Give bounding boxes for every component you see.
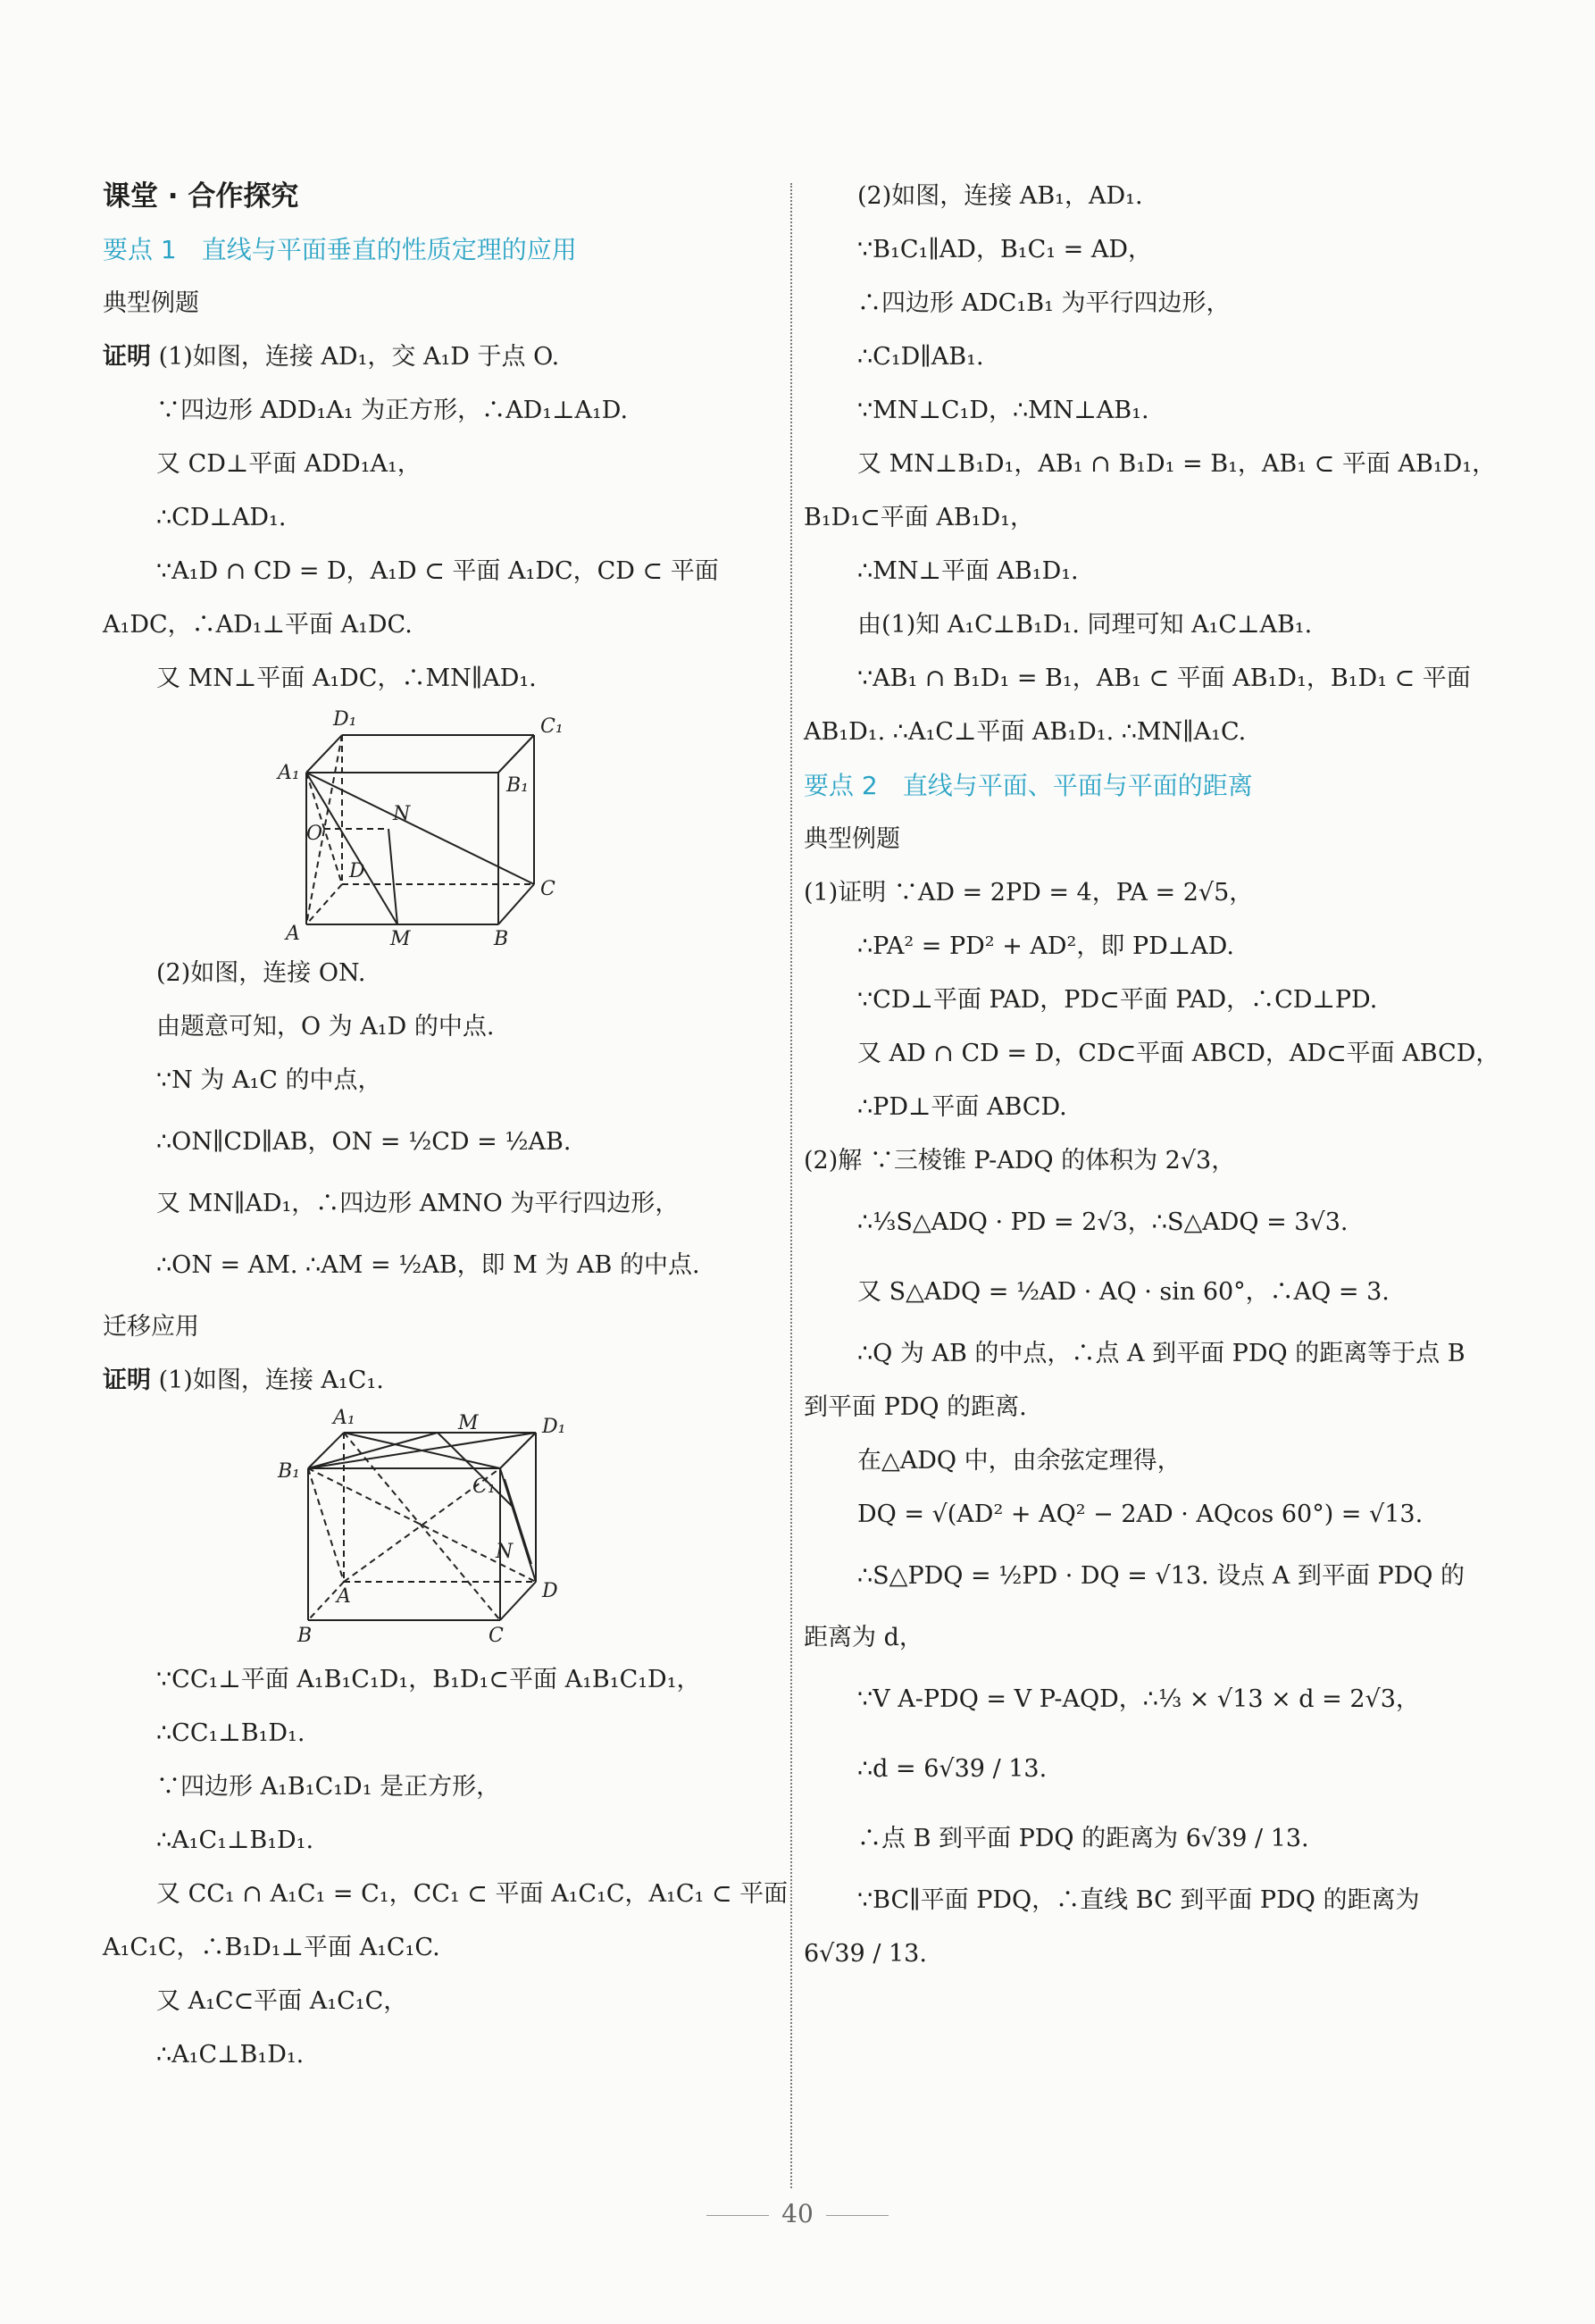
left-b-line-6 [103, 1231, 781, 1300]
cube-diagram-2 [103, 1408, 781, 1653]
right-a-line-8 [804, 545, 1482, 598]
proof-label-2: 证明 [103, 1367, 151, 1394]
left-c-line-7 [103, 1975, 781, 2028]
right-a-line-7 [804, 491, 1482, 545]
right-b-line-18 [804, 1874, 1482, 1927]
left-c-line-text: 又 A₁C⊂平面 A₁C₁C， [156, 1987, 408, 2015]
left-b-line-5 [103, 1177, 781, 1231]
fig1-label-n: N [393, 803, 411, 825]
fig1-label-b: B [494, 928, 509, 947]
left-a-line-7 [103, 652, 781, 706]
right-b-line-text: ∴S△PDQ = ½PD · DQ = √13. 设点 A 到平面 PDQ 的 [857, 1562, 1465, 1590]
left-a-line-text: A₁DC，∴AD₁⊥平面 A₁DC. [103, 611, 413, 639]
fig1-label-a: A [286, 923, 300, 945]
key-point-1-heading: 要点 1 直线与平面垂直的性质定理的应用 [103, 235, 577, 264]
transfer-line-1 [103, 1354, 781, 1408]
left-c-line-5 [103, 1868, 789, 1921]
right-b-line-text: ∵V A-PDQ = V P-AQD，∴⅓ × √13 × d = 2√3， [857, 1685, 1420, 1713]
right-b-line-text: 距离为 d， [804, 1624, 923, 1651]
right-a-line-text: ∵AB₁ ∩ B₁D₁ = B₁，AB₁ ⊂ 平面 AB₁D₁，B₁D₁ ⊂ 平面 [857, 665, 1471, 692]
right-a-line-text: AB₁D₁. ∴A₁C⊥平面 AB₁D₁. ∴MN∥A₁C. [804, 718, 1247, 746]
right-a-line-text: ∵MN⊥C₁D，∴MN⊥AB₁. [857, 397, 1149, 424]
fig2-label-d: D [542, 1580, 558, 1602]
fig2-label-m: M [458, 1412, 479, 1434]
right-b-line-text: ∵BC∥平面 PDQ，∴直线 BC 到平面 PDQ 的距离为 [857, 1886, 1420, 1914]
left-c-line-text: ∴A₁C₁⊥B₁D₁. [156, 1827, 314, 1854]
left-proof-part2 [103, 947, 781, 1300]
right-b-line-text: ∴PA² = PD² + AD²，即 PD⊥AD. [857, 932, 1234, 960]
cube-figure-2 [103, 1408, 781, 1653]
right-a-line-10 [804, 652, 1482, 706]
fig1-label-m: M [390, 928, 411, 947]
right-b-line-text: (2)解 ∵三棱锥 P-ADQ 的体积为 2√3， [804, 1147, 1236, 1175]
right-b-line-text: ∴⅓S△ADQ · PD = 2√3，∴S△ADQ = 3√3. [857, 1208, 1349, 1236]
left-c-line-2 [103, 1707, 781, 1760]
right-a-line-9 [804, 598, 1482, 652]
right-b-line-text: ∴d = 6√39 / 13. [857, 1755, 1048, 1783]
fig2-label-b: B [297, 1625, 313, 1647]
left-a-line-4 [103, 491, 781, 545]
right-proof-part [804, 170, 1497, 759]
left-c-line-text: ∵四边形 A₁B₁C₁D₁ 是正方形， [156, 1773, 501, 1801]
right-b-line-text: ∵CD⊥平面 PAD，PD⊂平面 PAD，∴CD⊥PD. [857, 986, 1378, 1014]
column-divider [790, 183, 792, 2188]
transfer-line-1-text: (1)如图，连接 A₁C₁. [158, 1367, 384, 1394]
left-a-line-1 [103, 330, 781, 384]
right-b-line-17 [804, 1804, 1482, 1874]
proof-label: 证明 [103, 343, 151, 371]
right-b-line-text: ∴Q 为 AB 的中点，∴点 A 到平面 PDQ 的距离等于点 B [857, 1340, 1466, 1367]
right-a-line-text: ∴MN⊥平面 AB₁D₁. [857, 557, 1079, 585]
right-a-line-text: B₁D₁⊂平面 AB₁D₁， [804, 504, 1034, 531]
right-a-line-5 [804, 384, 1482, 438]
typical-example-label-2: 典型例题 [804, 825, 900, 853]
transfer-application-label: 迁移应用 [103, 1313, 199, 1341]
left-a-line-3 [103, 438, 781, 491]
typical-example-label: 典型例题 [103, 289, 199, 317]
right-b-line-text: 又 S△ADQ = ½AD · AQ · sin 60°，∴AQ = 3. [857, 1278, 1390, 1306]
key-point-2-heading: 要点 2 直线与平面、平面与平面的距离 [804, 771, 1253, 800]
right-b-line-text: ∴点 B 到平面 PDQ 的距离为 6√39 / 13. [857, 1825, 1309, 1852]
left-proof-part1 [103, 330, 781, 706]
transfer-proof-lines [103, 1653, 789, 2082]
fig2-label-d1: D₁ [542, 1416, 566, 1438]
fig2-label-c: C [489, 1625, 504, 1647]
right-b-line-14 [804, 1611, 1482, 1665]
right-a-line-4 [804, 330, 1482, 384]
right-a-line-text: 由(1)知 A₁C⊥B₁D₁. 同理可知 A₁C⊥AB₁. [857, 611, 1313, 639]
right-a-line-1 [804, 170, 1482, 223]
right-b-line-text: 又 AD ∩ CD = D，CD⊂平面 ABCD，AD⊂平面 ABCD， [857, 1040, 1500, 1067]
left-a-line-text: 又 CD⊥平面 ADD₁A₁， [156, 450, 422, 478]
fig1-label-o: O [306, 823, 323, 845]
right-b-line-19 [804, 1927, 1482, 1981]
right-b-line-text: ∴PD⊥平面 ABCD. [857, 1093, 1067, 1121]
left-b-line-text: 由题意可知，O 为 A₁D 的中点. [156, 1013, 495, 1041]
left-c-line-text: ∴A₁C⊥B₁D₁. [156, 2041, 305, 2069]
right-b-line-9 [804, 1327, 1482, 1381]
right-a-line-11 [804, 706, 1482, 759]
left-b-line-1 [103, 947, 781, 1000]
footer-rule-left [706, 2215, 769, 2216]
page-footer [0, 2199, 1595, 2228]
right-b-line-3 [804, 974, 1482, 1027]
page-number: 40 [781, 2199, 814, 2228]
left-b-line-text: ∵N 为 A₁C 的中点， [156, 1066, 382, 1094]
left-a-line-2 [103, 384, 781, 438]
left-a-line-text: (1)如图，连接 AD₁，交 A₁D 于点 O. [158, 343, 560, 371]
left-a-line-text: ∴CD⊥AD₁. [156, 504, 287, 531]
fig1-label-d1: D₁ [333, 708, 357, 731]
left-c-line-6 [103, 1921, 781, 1975]
cube-figure-1 [103, 706, 781, 947]
right-b-line-16 [804, 1735, 1482, 1804]
right-b-line-text: DQ = √(AD² + AQ² − 2AD · AQcos 60°) = √13. [857, 1501, 1424, 1528]
left-c-line-4 [103, 1814, 781, 1868]
left-a-line-text: ∵A₁D ∩ CD = D，A₁D ⊂ 平面 A₁DC，CD ⊂ 平面 [156, 557, 719, 585]
right-a-line-text: ∴C₁D∥AB₁. [857, 343, 984, 371]
fig1-label-c1: C₁ [540, 715, 564, 738]
distance-solution-lines [804, 866, 1500, 1981]
right-a-line-text: 又 MN⊥B₁D₁，AB₁ ∩ B₁D₁ = B₁，AB₁ ⊂ 平面 AB₁D₁， [857, 450, 1497, 478]
left-c-line-text: ∴CC₁⊥B₁D₁. [156, 1719, 305, 1747]
right-a-line-6 [804, 438, 1497, 491]
left-b-line-4 [103, 1108, 781, 1177]
left-b-line-3 [103, 1054, 781, 1108]
left-c-line-text: ∵CC₁⊥平面 A₁B₁C₁D₁，B₁D₁⊂平面 A₁B₁C₁D₁， [156, 1666, 701, 1693]
section-title: 课堂 · 合作探究 [103, 180, 299, 213]
left-b-line-text: (2)如图，连接 ON. [156, 959, 366, 987]
left-b-line-text: 又 MN∥AD₁，∴四边形 AMNO 为平行四边形， [156, 1190, 680, 1217]
fig2-label-b1: B₁ [278, 1460, 300, 1483]
right-b-line-12 [804, 1488, 1482, 1542]
left-column [103, 170, 789, 2082]
left-c-line-3 [103, 1760, 781, 1814]
right-a-line-3 [804, 277, 1482, 330]
right-b-line-10 [804, 1381, 1482, 1434]
fig1-label-b1: B₁ [506, 774, 529, 797]
left-c-line-text: A₁C₁C，∴B₁D₁⊥平面 A₁C₁C. [103, 1934, 440, 1961]
fig1-label-a1: A₁ [278, 762, 300, 784]
right-b-line-4 [804, 1027, 1500, 1081]
right-b-line-7 [804, 1188, 1482, 1258]
right-b-line-11 [804, 1434, 1482, 1488]
right-b-line-6 [804, 1134, 1482, 1188]
right-b-line-text: 到平面 PDQ 的距离. [804, 1393, 1027, 1421]
left-c-line-text: 又 CC₁ ∩ A₁C₁ = C₁，CC₁ ⊂ 平面 A₁C₁C，A₁C₁ ⊂ 平面 [156, 1880, 789, 1908]
right-b-line-text: 6√39 / 13. [804, 1940, 927, 1968]
left-c-line-8 [103, 2028, 781, 2082]
fig1-label-c: C [540, 878, 555, 900]
right-a-line-2 [804, 223, 1482, 277]
left-a-line-6 [103, 598, 781, 652]
right-column [804, 170, 1500, 1981]
right-a-line-text: ∴四边形 ADC₁B₁ 为平行四边形， [857, 289, 1231, 317]
left-a-line-5 [103, 545, 781, 598]
right-b-line-text: 在△ADQ 中，由余弦定理得， [857, 1447, 1182, 1475]
left-a-line-text: 又 MN⊥平面 A₁DC，∴MN∥AD₁. [156, 665, 537, 692]
fig2-label-a: A [337, 1585, 351, 1608]
left-b-line-2 [103, 1000, 781, 1054]
right-b-line-5 [804, 1081, 1482, 1134]
left-c-line-1 [103, 1653, 781, 1707]
right-a-line-text: (2)如图，连接 AB₁，AD₁. [857, 182, 1143, 210]
right-b-line-8 [804, 1258, 1482, 1327]
cube-diagram-1 [103, 706, 781, 947]
right-b-line-text: (1)证明 ∵AD = 2PD = 4，PA = 2√5， [804, 879, 1254, 907]
left-a-line-text: ∵四边形 ADD₁A₁ 为正方形，∴AD₁⊥A₁D. [156, 397, 629, 424]
right-b-line-1 [804, 866, 1482, 920]
fig2-label-c1: C₁ [472, 1475, 496, 1498]
fig1-label-d: D [349, 860, 365, 882]
fig2-label-a1: A₁ [333, 1408, 355, 1429]
fig2-label-n: N [496, 1541, 514, 1563]
left-b-line-text: ∴ON = AM. ∴AM = ½AB，即 M 为 AB 的中点. [156, 1251, 700, 1279]
right-b-line-15 [804, 1665, 1482, 1735]
footer-rule-right [826, 2215, 889, 2216]
left-b-line-text: ∴ON∥CD∥AB，ON = ½CD = ½AB. [156, 1128, 572, 1156]
right-b-line-13 [804, 1542, 1482, 1611]
right-a-line-text: ∵B₁C₁∥AD，B₁C₁ = AD， [857, 236, 1153, 263]
right-b-line-2 [804, 920, 1482, 974]
